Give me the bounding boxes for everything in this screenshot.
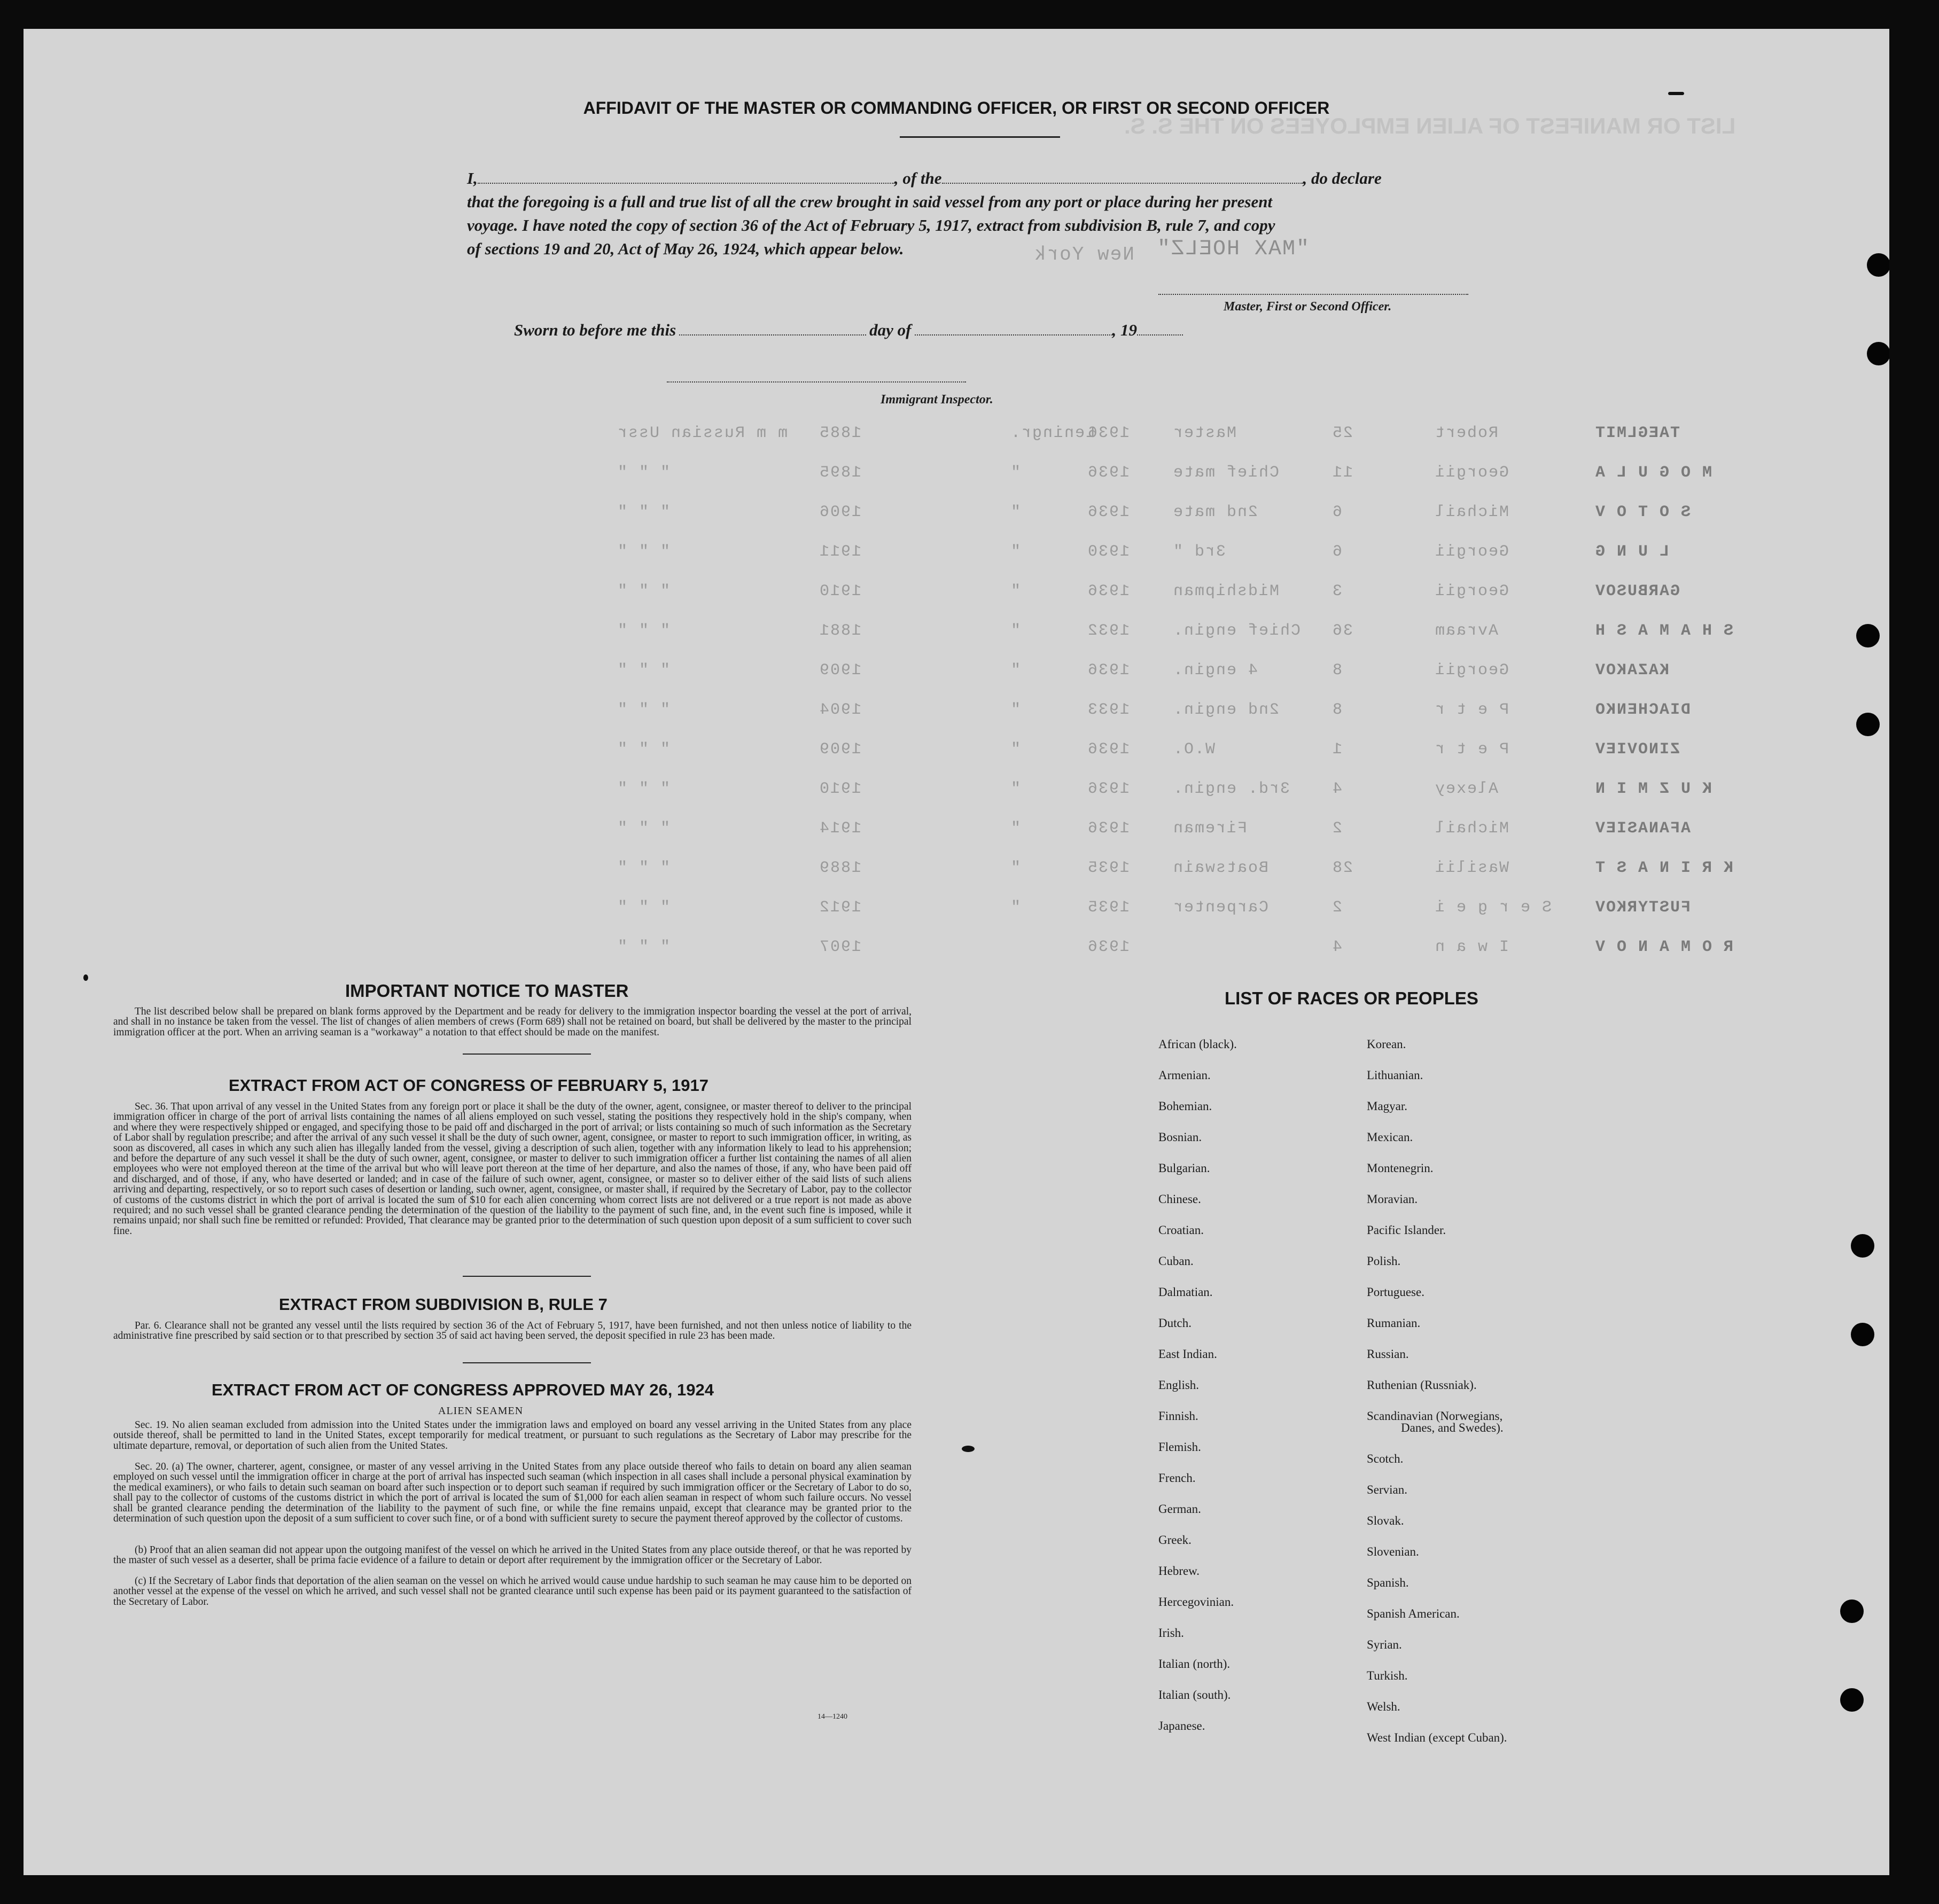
ink-mark bbox=[83, 974, 88, 981]
ghost-cell: " bbox=[1010, 543, 1021, 561]
ghost-cell: 1909 bbox=[819, 740, 862, 759]
ghost-cell: " " " bbox=[617, 820, 671, 838]
race-item: Welsh. bbox=[1367, 1700, 1400, 1713]
ghost-cell: " bbox=[1010, 899, 1021, 917]
race-item: English. bbox=[1158, 1378, 1200, 1392]
race-item: Montenegrin. bbox=[1367, 1161, 1434, 1175]
ghost-cell: 3rd " bbox=[1172, 543, 1226, 561]
punch-hole bbox=[1867, 342, 1889, 365]
ghost-cell: R O M A N O V bbox=[1594, 938, 1734, 956]
race-item: West Indian (except Cuban). bbox=[1367, 1731, 1507, 1744]
punch-hole bbox=[1840, 1688, 1864, 1712]
sworn-label: Sworn to before me this bbox=[514, 321, 676, 339]
ghost-cell: 11 bbox=[1331, 464, 1353, 482]
ghost-cell: I w a n bbox=[1434, 938, 1509, 956]
ghost-cell: 1914 bbox=[819, 820, 862, 838]
race-item: Croatian. bbox=[1158, 1223, 1204, 1237]
extract-1924-title: EXTRACT FROM ACT OF CONGRESS APPROVED MAY 26, 1924 bbox=[212, 1380, 714, 1399]
ghost-cell: Wasilii bbox=[1434, 859, 1509, 877]
rule7-text: Par. 6. Clearance shall not be granted any vessel until the lists required by section 36 of the Act of February 5, 1917, have been furnished, and not then unless notice of liability to the administrative fine prescribed by said section or to that prescribed by section 35 of said act having been served, the deposit specified in rule 23 has been made. bbox=[113, 1320, 912, 1342]
ghost-cell: TAEGLMIT bbox=[1594, 424, 1680, 442]
ghost-cell: 3 bbox=[1331, 582, 1343, 600]
race-item: Greek. bbox=[1158, 1533, 1192, 1547]
ghost-cell: " " " bbox=[617, 503, 671, 521]
race-item: Slovak. bbox=[1367, 1514, 1404, 1527]
ghost-cell: " bbox=[1010, 622, 1021, 640]
ghost-cell: " " " bbox=[617, 859, 671, 877]
vessel-name-blank[interactable] bbox=[942, 183, 1303, 184]
ghost-cell: 6 bbox=[1331, 503, 1343, 521]
ghost-cell: " bbox=[1010, 820, 1021, 838]
ghost-cell: 2nd engin. bbox=[1172, 701, 1280, 719]
rule7-rule bbox=[463, 1362, 591, 1363]
ghost-cell: " bbox=[1010, 780, 1021, 798]
ghost-cell: 1930 bbox=[1087, 543, 1130, 561]
extract-1924-sec20c: (c) If the Secretary of Labor finds that deportation of the alien seaman on the vessel on which he arrived would cause undue hardship to such seaman he may cause him to be deported on another vessel at the expense of the vessel on which he arrived, and such vessel shall not be granted clearance until such expense has been paid or its payment guaranteed to the satisfaction of the Secretary of Labor. bbox=[113, 1575, 912, 1608]
race-item: Scandinavian (Norwegians, bbox=[1367, 1409, 1503, 1423]
ghost-cell: " bbox=[1010, 859, 1021, 877]
officer-name-blank[interactable] bbox=[478, 183, 894, 184]
ghost-cell: Boatswain bbox=[1172, 859, 1269, 877]
title-rule bbox=[900, 136, 1060, 138]
ghost-cell: KAZAKOV bbox=[1594, 661, 1670, 680]
race-item: Spanish American. bbox=[1367, 1607, 1460, 1620]
ghost-cell: " " " bbox=[617, 622, 671, 640]
race-item: Spanish. bbox=[1367, 1576, 1409, 1589]
sworn-month-blank[interactable] bbox=[915, 334, 1112, 335]
race-item: Hebrew. bbox=[1158, 1564, 1200, 1578]
race-item: Polish. bbox=[1367, 1254, 1401, 1268]
race-item: Bulgarian. bbox=[1158, 1161, 1210, 1175]
ghost-cell: 1935 bbox=[1087, 859, 1130, 877]
ghost-cell: 2 bbox=[1331, 899, 1343, 917]
ghost-cell: Georgii bbox=[1434, 464, 1509, 482]
race-item: Dutch. bbox=[1158, 1316, 1192, 1330]
race-item: Dalmatian. bbox=[1158, 1285, 1213, 1299]
ghost-cell: Fireman bbox=[1172, 820, 1248, 838]
punch-hole bbox=[1840, 1599, 1864, 1623]
ghost-cell: 4 bbox=[1331, 938, 1343, 956]
sworn-day-blank[interactable] bbox=[679, 334, 866, 335]
extract-1924-sec19: Sec. 19. No alien seaman excluded from admission into the United States under the immigration laws and employed on board any vessel arriving in the United States from any place outside thereof, shall be permitted to land in the United States, except temporarily for medical treatment, or pursuant to such regulations as the Secretary of Labor may prescribe for the ultimate departure, removal, or deportation of such alien from the United States. bbox=[113, 1419, 912, 1452]
officer-caption: Master, First or Second Officer. bbox=[1224, 300, 1392, 314]
ghost-cell: 1932 bbox=[1087, 622, 1130, 640]
race-item: Irish. bbox=[1158, 1626, 1184, 1640]
race-item: Lithuanian. bbox=[1367, 1068, 1423, 1082]
ghost-cell: 2nd mate bbox=[1172, 503, 1258, 521]
punch-hole bbox=[1851, 1323, 1874, 1346]
ghost-cell: L U N G bbox=[1594, 543, 1670, 561]
ghost-cell: Leningr. bbox=[1010, 424, 1096, 442]
ghost-cell: 1907 bbox=[819, 938, 862, 956]
ghost-cell: 28 bbox=[1331, 859, 1353, 877]
ghost-cell: m m Russian Ussr bbox=[617, 424, 788, 442]
sworn-year-label: , 19 bbox=[1112, 321, 1137, 339]
ghost-cell: S e r g e i bbox=[1434, 899, 1552, 917]
ghost-cell: K U Z M I N bbox=[1594, 780, 1712, 798]
ghost-cell: Chief mate bbox=[1172, 464, 1280, 482]
ghost-cell: P e t r bbox=[1434, 701, 1509, 719]
ghost-cell: " bbox=[1010, 701, 1021, 719]
race-item: Armenian. bbox=[1158, 1068, 1211, 1082]
ghost-cell: 1885 bbox=[819, 424, 862, 442]
ghost-cell: " bbox=[1010, 661, 1021, 680]
race-item: Mexican. bbox=[1367, 1130, 1413, 1144]
sworn-year-blank[interactable] bbox=[1137, 334, 1183, 335]
race-item: East Indian. bbox=[1158, 1347, 1217, 1361]
ghost-cell: 1904 bbox=[819, 701, 862, 719]
ghost-cell: Master bbox=[1172, 424, 1237, 442]
ghost-cell: 1909 bbox=[819, 661, 862, 680]
race-item: Russian. bbox=[1367, 1347, 1409, 1361]
ghost-cell: AFANASIEV bbox=[1594, 820, 1691, 838]
race-item: Rumanian. bbox=[1367, 1316, 1421, 1330]
ghost-cell: Georgii bbox=[1434, 543, 1509, 561]
notice-title: IMPORTANT NOTICE TO MASTER bbox=[345, 981, 629, 1001]
race-item: Ruthenian (Russniak). bbox=[1367, 1378, 1477, 1392]
race-item: Servian. bbox=[1367, 1483, 1408, 1496]
race-item: Pacific Islander. bbox=[1367, 1223, 1446, 1237]
ghost-cell: Michail bbox=[1434, 820, 1509, 838]
ghost-cell: W.O. bbox=[1172, 740, 1216, 759]
ghost-cell: 1936 bbox=[1087, 582, 1130, 600]
ghost-cell: 1936 bbox=[1087, 820, 1130, 838]
race-item: Korean. bbox=[1367, 1037, 1406, 1051]
ink-mark bbox=[1668, 92, 1684, 95]
ghost-cell: 1936 bbox=[1087, 740, 1130, 759]
ghost-cell: " bbox=[1010, 464, 1021, 482]
ghost-cell: " " " bbox=[617, 661, 671, 680]
ghost-cell: 1895 bbox=[819, 464, 862, 482]
ghost-cell: 1910 bbox=[819, 780, 862, 798]
ghost-cell: " bbox=[1010, 582, 1021, 600]
ghost-cell: " " " bbox=[617, 899, 671, 917]
ghost-cell: S O T O V bbox=[1594, 503, 1691, 521]
race-item: Italian (north). bbox=[1158, 1657, 1231, 1671]
punch-hole bbox=[1856, 624, 1880, 647]
ghost-cell: 8 bbox=[1331, 701, 1343, 719]
race-item: African (black). bbox=[1158, 1037, 1237, 1051]
punch-hole bbox=[1856, 713, 1880, 736]
ghost-cell: 1936 bbox=[1087, 780, 1130, 798]
races-title: LIST OF RACES OR PEOPLES bbox=[1225, 988, 1478, 1008]
ghost-cell: P e t r bbox=[1434, 740, 1509, 759]
affidavit-of-the: , of the bbox=[894, 169, 942, 188]
race-item: Scotch. bbox=[1367, 1452, 1404, 1465]
ghost-cell: S H A M A S H bbox=[1594, 622, 1734, 640]
ghost-cell: 4 bbox=[1331, 780, 1343, 798]
ghost-cell: Chief engin. bbox=[1172, 622, 1301, 640]
affidavit-line-4: of sections 19 and 20, Act of May 26, 1924, which appear below. bbox=[467, 239, 904, 258]
form-number: 14—1240 bbox=[817, 1713, 847, 1721]
notice-rule bbox=[463, 1054, 591, 1055]
race-item: Flemish. bbox=[1158, 1440, 1201, 1454]
ghost-cell: 1910 bbox=[819, 582, 862, 600]
ghost-cell: " bbox=[1010, 503, 1021, 521]
ghost-cell: " " " bbox=[617, 543, 671, 561]
ghost-cell: Michail bbox=[1434, 503, 1509, 521]
race-item: Magyar. bbox=[1367, 1099, 1408, 1113]
race-item: Finnish. bbox=[1158, 1409, 1198, 1423]
ghost-cell: 2 bbox=[1331, 820, 1343, 838]
ghost-cell: 1912 bbox=[819, 899, 862, 917]
affidavit-i: I, bbox=[467, 169, 478, 188]
race-item: Slovenian. bbox=[1367, 1545, 1419, 1558]
ghost-cell: 1935 bbox=[1087, 899, 1130, 917]
race-item: French. bbox=[1158, 1471, 1196, 1485]
ghost-ship: "MAX HOELZ" bbox=[1156, 237, 1310, 261]
race-item: Japanese. bbox=[1158, 1719, 1205, 1733]
race-item: Moravian. bbox=[1367, 1192, 1418, 1206]
ghost-cell: Avraam bbox=[1434, 622, 1499, 640]
ghost-cell: 36 bbox=[1331, 622, 1353, 640]
affidavit-do-declare: , do declare bbox=[1303, 169, 1382, 188]
ghost-cell: 1933 bbox=[1087, 701, 1130, 719]
ghost-cell: M O G U L A bbox=[1594, 464, 1712, 482]
ghost-cell: 1881 bbox=[819, 622, 862, 640]
punch-hole bbox=[1867, 253, 1889, 277]
ghost-cell: " " " bbox=[617, 938, 671, 956]
affidavit-line-2: that the foregoing is a full and true list of all the crew brought in said vessel from any port or place during her present bbox=[467, 192, 1273, 211]
ghost-cell: 25 bbox=[1331, 424, 1353, 442]
ghost-cell: 6 bbox=[1331, 543, 1343, 561]
extract-1924-sec20a: Sec. 20. (a) The owner, charterer, agent, consignee, or master of any vessel arriving in the United States from any place outside thereof who fails to detain on board any alien seaman employed on such vessel until the immigration officer in charge at the port of arrival has inspected such seaman (which inspection in all cases shall include a personal physical examination by the medical examiners), or who fails to detain such seaman on board after such inspection or to deport such seaman if required by such immigration officer or the Secretary of Labor to do so, shall pay to the collector of customs of the customs district in which the port of arrival is located the sum of $1,000 for each alien seaman in respect of whom such failure occurs. No vessel shall be granted clearance pending the determination of the liability to the payment of such fine, or while the fine remains unpaid, except that clearance may be granted prior to the determination of such question upon the deposit of a sum sufficient to cover such fine, or of a bond with sufficient surety to secure the payment thereof approved by the collector of customs. bbox=[113, 1461, 912, 1525]
ghost-cell: " " " bbox=[617, 464, 671, 482]
ghost-cell: 1906 bbox=[819, 503, 862, 521]
manifest-page bbox=[24, 29, 1889, 1875]
notice-text: The list described below shall be prepared on blank forms approved by the Department and be ready for delivery to the immigration inspector boarding the vessel at the port of arrival, and shall in no instance be taken from the vessel. The list of changes of alien members of crews (Form 689) shall not be retained on board, but shall be delivered by the master to the principal immigration officer at the port. When an arriving seaman is a "workaway" a notation to that effect should be made on the manifest. bbox=[113, 1006, 912, 1038]
ghost-cell: 1936 bbox=[1087, 424, 1130, 442]
extract-1917-title: EXTRACT FROM ACT OF CONGRESS OF FEBRUARY 5, 1917 bbox=[229, 1076, 708, 1095]
ghost-cell: 1889 bbox=[819, 859, 862, 877]
affidavit-line-1 bbox=[467, 169, 1528, 188]
race-item: Syrian. bbox=[1367, 1638, 1402, 1651]
race-item: Portuguese. bbox=[1367, 1285, 1424, 1299]
ghost-cell: " " " bbox=[617, 740, 671, 759]
ghost-cell: 1936 bbox=[1087, 503, 1130, 521]
sworn-day-of: day of bbox=[869, 321, 912, 339]
ghost-cell: 4 engin. bbox=[1172, 661, 1258, 680]
ghost-cell: ZINOVIEV bbox=[1594, 740, 1680, 759]
ghost-cell: " " " bbox=[617, 701, 671, 719]
extract-1917-rule bbox=[463, 1276, 591, 1277]
officer-signature-line[interactable] bbox=[1158, 294, 1468, 295]
ghost-cell: 1 bbox=[1331, 740, 1343, 759]
ghost-cell: " " " bbox=[617, 780, 671, 798]
race-item: Cuban. bbox=[1158, 1254, 1194, 1268]
ghost-cell: 1936 bbox=[1087, 464, 1130, 482]
affidavit-title: AFFIDAVIT OF THE MASTER OR COMMANDING OFFICER, OR FIRST OR SECOND OFFICER bbox=[583, 98, 1330, 118]
extract-1917-text: Sec. 36. That upon arrival of any vessel in the United States from any foreign port or place it shall be the duty of the owner, agent, consignee, or master thereof to deliver to the principal immigration officer in charge of the port of arrival lists containing the names of all aliens employed on such vessel, stating the positions they respectively hold in the ship's company, when and where they were respectively shipped or engaged, and specifying those to be paid off and discharged in the port of arrival; or lists containing so much of such information as the Secretary of Labor shall by regulation prescribe; and after the arrival of any such vessel it shall be the duty of such owner, agent, consignee, or master to report to such immigration officer, in writing, as soon as discovered, all cases in which any such alien has illegally landed from the vessel, giving a description of such alien, together with any information likely to lead to his apprehension; and before the departure of any such vessel it shall be the duty of such owner, agent, consignee, or master to deliver to such immigration officer a further list containing the names of all alien employees who were not employed thereon at the time of the arrival but who will leave port thereon at the time of her departure, and also the names of those, if any, who have been paid off and discharged, and of those, if any, who have deserted or landed; and in case of the failure of such owner, agent, consignee, or master so to deliver either of the said lists of such aliens arriving and departing, respectively, or so to report such cases of desertion or landing, such owner, agent, consignee, or master shall, if required by the Secretary of Labor, pay to the collector of customs of the customs district in which the port of arrival is located the sum of $10 for each alien concerning whom correct lists are not delivered or a true report is not made as above required; and no such vessel shall be granted clearance pending the determination of the question of the liability to the payment of such fine, and, in the event such fine is imposed, while it remains unpaid; nor shall such fine be remitted or refunded: Provided, That clearance may be granted prior to the determination of such question upon deposit of a sum sufficient to cover such fine. bbox=[113, 1101, 912, 1237]
ghost-cell: FUSTYRKOV bbox=[1594, 899, 1691, 917]
race-item: German. bbox=[1158, 1502, 1201, 1516]
extract-1924-subtitle: ALIEN SEAMEN bbox=[438, 1405, 524, 1417]
ghost-cell: 8 bbox=[1331, 661, 1343, 680]
ghost-cell: " bbox=[1010, 740, 1021, 759]
inspector-caption: Immigrant Inspector. bbox=[881, 393, 993, 407]
ghost-cell: 1936 bbox=[1087, 938, 1130, 956]
ghost-cell: GARBUSOV bbox=[1594, 582, 1680, 600]
ghost-port: New York bbox=[1033, 244, 1134, 266]
sworn-line bbox=[514, 321, 1183, 340]
ink-mark bbox=[962, 1446, 975, 1452]
ghost-cell: 1936 bbox=[1087, 661, 1130, 680]
race-item: Bosnian. bbox=[1158, 1130, 1202, 1144]
race-item: Bohemian. bbox=[1158, 1099, 1212, 1113]
ghost-cell: DIACHENKO bbox=[1594, 701, 1691, 719]
race-item: Hercegovinian. bbox=[1158, 1595, 1234, 1609]
extract-1924-sec20b: (b) Proof that an alien seaman did not appear upon the outgoing manifest of the vessel on which he arrived in the United States from any place outside thereof, or that he was reported by the master of such vessel as a deserter, shall be prima facie evidence of a failure to detain or deport after requirement by the immigration officer or the Secretary of Labor. bbox=[113, 1544, 912, 1566]
rule7-title: EXTRACT FROM SUBDIVISION B, RULE 7 bbox=[279, 1295, 608, 1314]
ghost-cell: K R I N A S T bbox=[1594, 859, 1734, 877]
ghost-cell: Alexey bbox=[1434, 780, 1499, 798]
ghost-cell: Georgii bbox=[1434, 661, 1509, 680]
race-item: Danes, and Swedes). bbox=[1401, 1421, 1504, 1434]
ghost-cell: Georgii bbox=[1434, 582, 1509, 600]
ghost-cell: Robert bbox=[1434, 424, 1499, 442]
race-item: Italian (south). bbox=[1158, 1688, 1231, 1702]
ghost-cell: Midshipman bbox=[1172, 582, 1280, 600]
punch-hole bbox=[1851, 1234, 1874, 1258]
ghost-cell: " " " bbox=[617, 582, 671, 600]
race-item: Turkish. bbox=[1367, 1669, 1408, 1682]
race-item: Chinese. bbox=[1158, 1192, 1201, 1206]
inspector-signature-line[interactable] bbox=[667, 381, 966, 383]
ghost-cell: Carpenter bbox=[1172, 899, 1269, 917]
ghost-cell: 3rd. engin. bbox=[1172, 780, 1290, 798]
affidavit-line-3: voyage. I have noted the copy of section 36 of the Act of February 5, 1917, extract from subdivision B, rule 7, and copy bbox=[467, 216, 1275, 235]
ghost-header: LIST OR MANIFEST OF ALIEN EMPLOYEES ON THE S. S. bbox=[1124, 113, 1736, 138]
ghost-cell: 1911 bbox=[819, 543, 862, 561]
